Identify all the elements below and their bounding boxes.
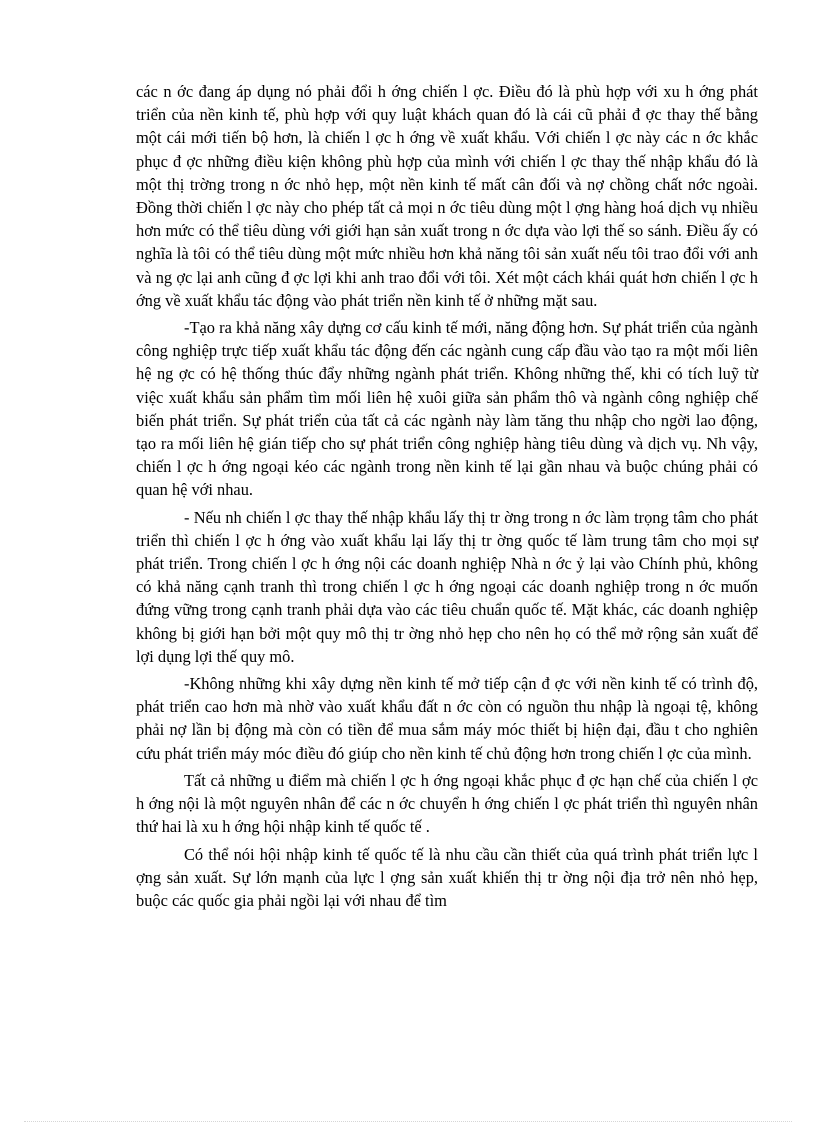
paragraph: các n ớc đang áp dụng nó phải đổi h ớng chiến l ợc. Điều đó là phù hợp với xu h ớng phát triển của nền kinh tế, phù hợp với quy luật khách quan đó là cái cũ phải đ ợc thay thế bằng một cái mới tiến bộ hơn, là chiến l ợc h ớng về xuất khẩu. Với chiến l ợc này các n ớc khắc phục đ ợc những điều kiện không phù hợp của mình với chiến l ợc thay thế nhập khẩu đó là một thị trờng trong n ớc nhỏ hẹp, một nền kinh tế mất cân đối và nợ chồng chất nớc ngoài. Đồng thời chiến l ợc này cho phép tất cả mọi n ớc tiêu dùng một l ợng hàng hoá dịch vụ nhiều hơn mức có thể tiêu dùng với giới hạn sản xuất trong n ớc dựa vào lợi thế so sánh. Điều ấy có nghĩa là tôi có thể tiêu dùng một mức nhiều hơn khả năng tôi sản xuất nếu tôi trao đổi với anh và ng ợc lại anh cũng đ ợc lợi khi anh trao đổi với tôi. Xét một cách khái quát hơn chiến l ợc h ớng về xuất khẩu tác động vào phát triển nền kinh tế ở những mặt sau. bbox=[136, 82, 758, 310]
page-bottom-divider bbox=[24, 1121, 792, 1122]
document-body bbox=[136, 80, 758, 916]
paragraph: Có thể nói hội nhập kinh tế quốc tế là nhu cầu cần thiết của quá trình phát triển lực l ợng sản xuất. Sự lớn mạnh của lực l ợng sản xuất khiến thị tr ờng nội địa trở nên nhỏ hẹp, buộc các quốc gia phải ngồi lại với nhau để tìm bbox=[136, 844, 758, 910]
paragraph: -Tạo ra khả năng xây dựng cơ cấu kinh tế mới, năng động hơn. Sự phát triển của ngành công nghiệp trực tiếp xuất khẩu tác động đến các ngành cung cấp đầu vào tạo ra một mối liên hệ ng ợc có hệ thống thúc đẩy những ngành phát triển. Không những thế, khi có tích luỹ từ việc xuất khẩu sản phẩm tìm mối liên hệ xuôi giữa sản phẩm thô và ngành công nghiệp chế biến phát triển. Sự phát triển của tất cả các ngành này làm tăng thu nhập cho ngời lao động, tạo ra mối liên hệ gián tiếp cho sự phát triển công nghiệp hàng tiêu dùng và dịch vụ. Nh vậy, chiến l ợc h ớng ngoại kéo các ngành trong nền kinh tế lại gần nhau và buộc chúng phải có quan hệ với nhau. bbox=[136, 318, 758, 500]
paragraph: Tất cả những u điểm mà chiến l ợc h ớng ngoại khắc phục đ ợc hạn chế của chiến l ợc h ớng nội là một nguyên nhân để các n ớc chuyển h ớng chiến l ợc phát triển thì nguyên nhân thứ hai là xu h ớng hội nhập kinh tế quốc tế . bbox=[136, 770, 758, 837]
paragraph: - Nếu nh chiến l ợc thay thế nhập khẩu lấy thị tr ờng trong n ớc làm trọng tâm cho phát triển thì chiến l ợc h ớng vào xuất khẩu lại lấy thị tr ờng quốc tế làm trung tâm cho mọi sự phát triển. Trong chiến l ợc h ớng nội các doanh nghiệp Nhà n ớc ỷ lại vào Chính phủ, không có khả năng cạnh tranh thì trong chiến l ợc h ớng ngoại các doanh nghiệp trong n ớc muốn đứng vững trong cạnh tranh phải dựa vào các tiêu chuẩn quốc tế. Mặt khác, các doanh nghiệp không bị giới hạn bởi một quy mô thị tr ờng nhỏ hẹp cho nên họ có thể mở rộng sản xuất để lợi dụng lợi thế quy mô. bbox=[136, 507, 758, 666]
paragraph: -Không những khi xây dựng nền kinh tế mở tiếp cận đ ợc với nền kinh tế có trình độ, phát triển cao hơn mà nhờ vào xuất khẩu đất n ớc còn có nguồn thu nhập là ngoại tệ, không phải nợ lần bị động mà còn có tiền để mua sắm máy móc thiết bị hiện đại, đầu t cho nghiên cứu phát triển máy móc điều đó giúp cho nền kinh tế chủ động hơn trong chiến l ợc của mình. bbox=[136, 674, 758, 763]
